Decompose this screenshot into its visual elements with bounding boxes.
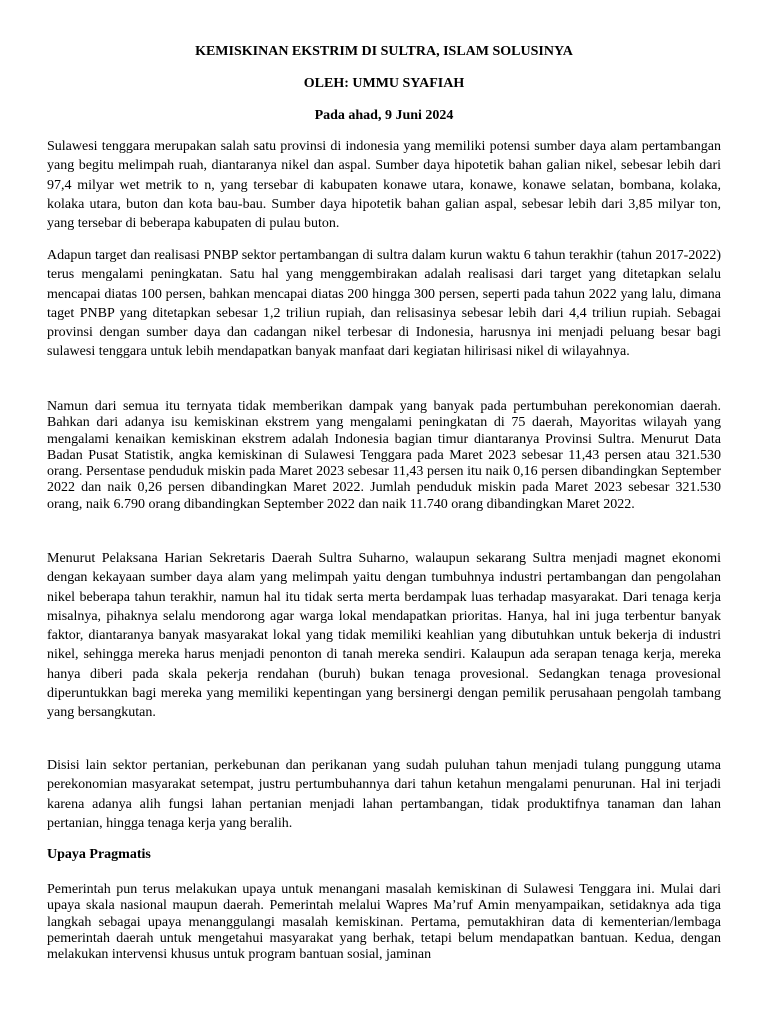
paragraph-4: Menurut Pelaksana Harian Sekretaris Daerah Sultra Suharno, walaupun sekarang Sultra menjadi magnet ekonomi dengan kekayaan sumber daya alam yang melimpah yaitu dengan tumbuhnya industri pertambangan dan pengolahan nikel beberapa tahun terakhir, namun hal itu tidak serta merta berdampak luas terhadap masyarakat. Dari tenaga kerja misalnya, pihaknya selalu mendorong agar warga lokal mendapatkan prioritas. Hanya, hal ini juga terbentur banyak faktor, diantaranya banyak masyarakat lokal yang tidak memiliki keahlian yang dibutuhkan untuk bekerja di industri nikel, sehingga mereka harus menjadi penonton di tanah mereka sendiri. Kalaupun ada serapan tenaga kerja, mereka hanya diberi pada skala pekerja rendahan (buruh) bukan tenaga provesional. Sedangkan tenaga provesional diperuntukkan bagi mereka yang memiliki kepentingan yang bersinergi dengan pemilik perusahaan pengolah tambang yang bersangkutan. xyxy=(47,551,721,721)
paragraph-5: Disisi lain sektor pertanian, perkebunan dan perikanan yang sudah puluhan tahun menjadi tulang punggung utama perekonomian masyarakat setempat, justru pertumbuhannya dari tahun ketahun mengalami penurunan. Hal ini terjadi karena adanya alih fungsi lahan pertanian menjadi lahan pertambangan, tidak produktifnya tanaman dan lahan pertanian, hingga tenaga kerja yang beralih. xyxy=(47,758,721,831)
paragraph-2: Adapun target dan realisasi PNBP sektor pertambangan di sultra dalam kurun waktu 6 tahun terakhir (tahun 2017-2022) terus mengalami peningkatan. Satu hal yang menggembirakan adalah realisasi dari target yang ditetapkan selalu mencapai diatas 100 persen, bahkan mencapai diatas 200 hingga 300 persen, seperti pada tahun 2022 yang lalu, dimana taget PNBP yang ditetapkan sebesar 1,2 triliun rupiah, dan relisasinya sebesar lebih dari 4,4 triliun rupiah. Sebagai provinsi dengan sumber daya dan cadangan nikel terbesar di Indonesia, harusnya ini menjadi peluang besar bagi sulawesi tenggara untuk lebih mendapatkan banyak manfaat dari kegiatan hilirisasi nikel di wilayahnya. xyxy=(47,248,721,360)
section-heading: Upaya Pragmatis xyxy=(47,847,151,862)
document-author: OLEH: UMMU SYAFIAH xyxy=(303,76,465,91)
paragraph-1: Sulawesi tenggara merupakan salah satu provinsi di indonesia yang memiliki potensi sumber daya alam pertambangan yang begitu melimpah ruah, diantaranya nikel dan aspal. Sumber daya hipotetik bahan galian nikel, sebesar lebih dari 97,4 milyar wet metrik to n, yang tersebar di kabupaten konawe utara, konawe, konawe selatan, bombana, kolaka, kolaka utara, buton dan kota bau-bau. Sumber daya hipotetik bahan galian aspal, sebesar lebih dari 3,85 milyar ton, yang tersebar di beberapa kabupaten di pulau buton. xyxy=(47,139,721,232)
paragraph-3: Namun dari semua itu ternyata tidak memberikan dampak yang banyak pada pertumbuhan perekonomian daerah. Bahkan dari adanya isu kemiskinan ekstrem yang mengalami peningkatan di 75 daerah, Mayoritas wilayah yang mengalami kenaikan kemiskinan ekstrem adalah Indonesia bagian timur diantaranya Provinsi Sultra. Menurut Data Badan Pusat Statistik, angka kemiskinan di Sulawesi Tenggara pada Maret 2023 sebesar 11,43 persen atau 321.530 orang. Persentase penduduk miskin pada Maret 2023 sebesar 11,43 persen itu naik 0,16 persen dibandingkan September 2022 dan naik 0,26 persen dibandingkan Maret 2022. Jumlah penduduk miskin pada Maret 2023 sebesar 321.530 orang, naik 6.790 orang dibandingkan September 2022 dan naik 11.740 orang dibandingkan Maret 2022. xyxy=(47,399,721,512)
document-date: Pada ahad, 9 Juni 2024 xyxy=(314,108,454,123)
document-title: KEMISKINAN EKSTRIM DI SULTRA, ISLAM SOLUSINYA xyxy=(195,44,573,59)
paragraph-6: Pemerintah pun terus melakukan upaya untuk menangani masalah kemiskinan di Sulawesi Tenggara ini. Mulai dari upaya skala nasional maupun daerah. Pemerintah melalui Wapres Ma’ruf Amin menyampaikan, setidaknya ada tiga langkah sebagai upaya menanggulangi masalah kemiskinan. Pertama, pemutakhiran data di kementerian/lembaga pemerintah daerah untuk mengetahui masyarakat yang berhak, tetapi belum mendapatkan bantuan. Kedua, dengan melakukan intervensi khusus untuk program bantuan sosial, jaminan xyxy=(47,882,721,963)
